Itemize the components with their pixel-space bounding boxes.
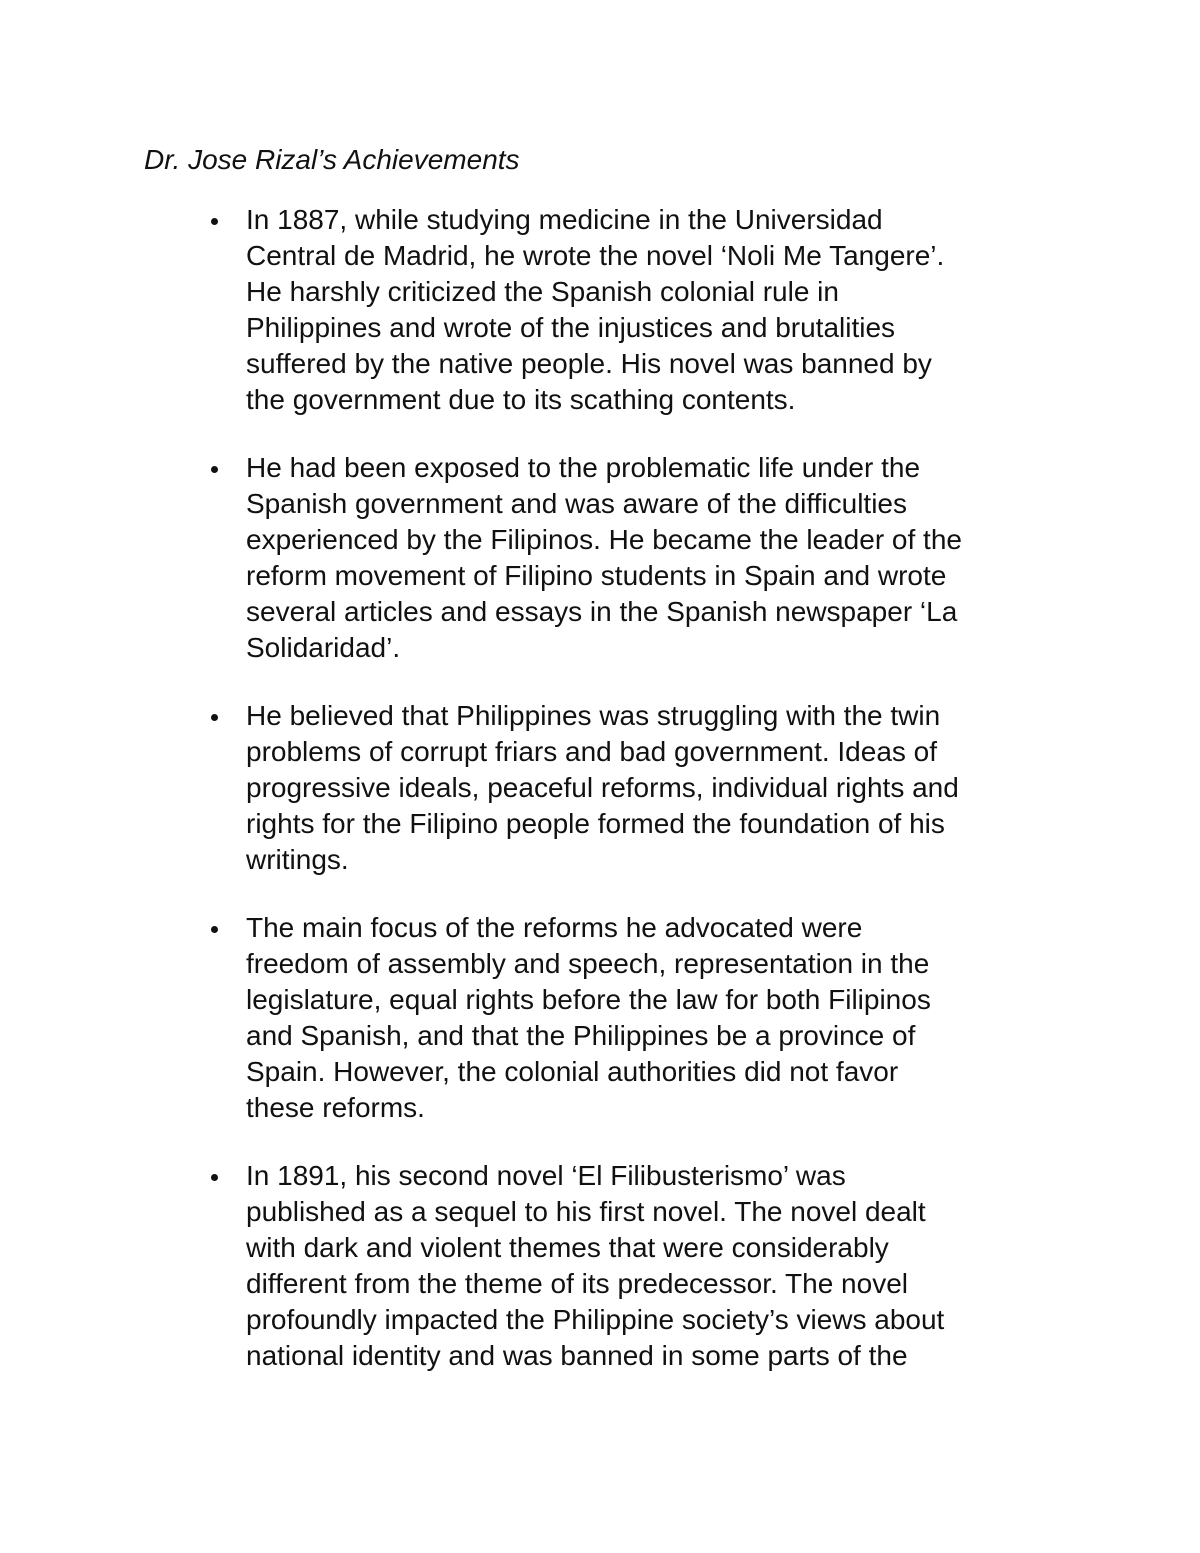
paragraph-line: different from the theme of its predecessor. The novel <box>246 1268 908 1299</box>
bullet-icon <box>211 466 218 473</box>
bullet-icon <box>211 218 218 225</box>
document-title: Dr. Jose Rizal’s Achievements <box>144 144 520 175</box>
paragraph-line: Central de Madrid, he wrote the novel ‘Noli Me Tangere’. <box>246 240 945 271</box>
paragraph-line: Solidaridad’. <box>246 632 401 663</box>
paragraph-line: problems of corrupt friars and bad government. Ideas of <box>246 736 938 767</box>
paragraph-line: He had been exposed to the problematic life under the <box>246 452 921 483</box>
paragraph-line: He believed that Philippines was struggling with the twin <box>246 700 941 731</box>
paragraph-line: freedom of assembly and speech, representation in the <box>246 948 930 979</box>
paragraph-line: with dark and violent themes that were considerably <box>246 1232 889 1263</box>
paragraph-line: He harshly criticized the Spanish colonial rule in <box>246 276 839 307</box>
paragraph-line: Philippines and wrote of the injustices and brutalities <box>246 312 896 343</box>
paragraph-line: In 1891, his second novel ‘El Filibusterismo’ was <box>246 1160 846 1191</box>
paragraph-line: several articles and essays in the Spanish newspaper ‘La <box>246 596 958 627</box>
paragraph-line: Spanish government and was aware of the difficulties <box>246 488 907 519</box>
bullet-icon <box>211 926 218 933</box>
paragraph-line: legislature, equal rights before the law for both Filipinos <box>246 984 931 1015</box>
paragraph-line: these reforms. <box>246 1092 425 1123</box>
paragraph-line: experienced by the Filipinos. He became the leader of the <box>246 524 962 555</box>
paragraph-line: and Spanish, and that the Philippines be a province of <box>246 1020 916 1051</box>
paragraph-line: progressive ideals, peaceful reforms, individual rights and <box>246 772 959 803</box>
paragraph-line: The main focus of the reforms he advocated were <box>246 912 863 943</box>
bullet-icon <box>211 1174 218 1181</box>
paragraph-line: national identity and was banned in some parts of the <box>246 1340 908 1371</box>
bullet-icon <box>211 714 218 721</box>
paragraph-line: suffered by the native people. His novel was banned by <box>246 348 932 379</box>
paragraph-line: rights for the Filipino people formed the foundation of his <box>246 808 945 839</box>
paragraph-line: Spain. However, the colonial authorities did not favor <box>246 1056 899 1087</box>
paragraph-line: writings. <box>246 844 349 875</box>
paragraph-line: published as a sequel to his first novel. The novel dealt <box>246 1196 926 1227</box>
paragraph-line: In 1887, while studying medicine in the Universidad <box>246 204 883 235</box>
paragraph-line: the government due to its scathing contents. <box>246 384 796 415</box>
paragraph-line: profoundly impacted the Philippine society’s views about <box>246 1304 945 1335</box>
paragraph-line: reform movement of Filipino students in Spain and wrote <box>246 560 947 591</box>
